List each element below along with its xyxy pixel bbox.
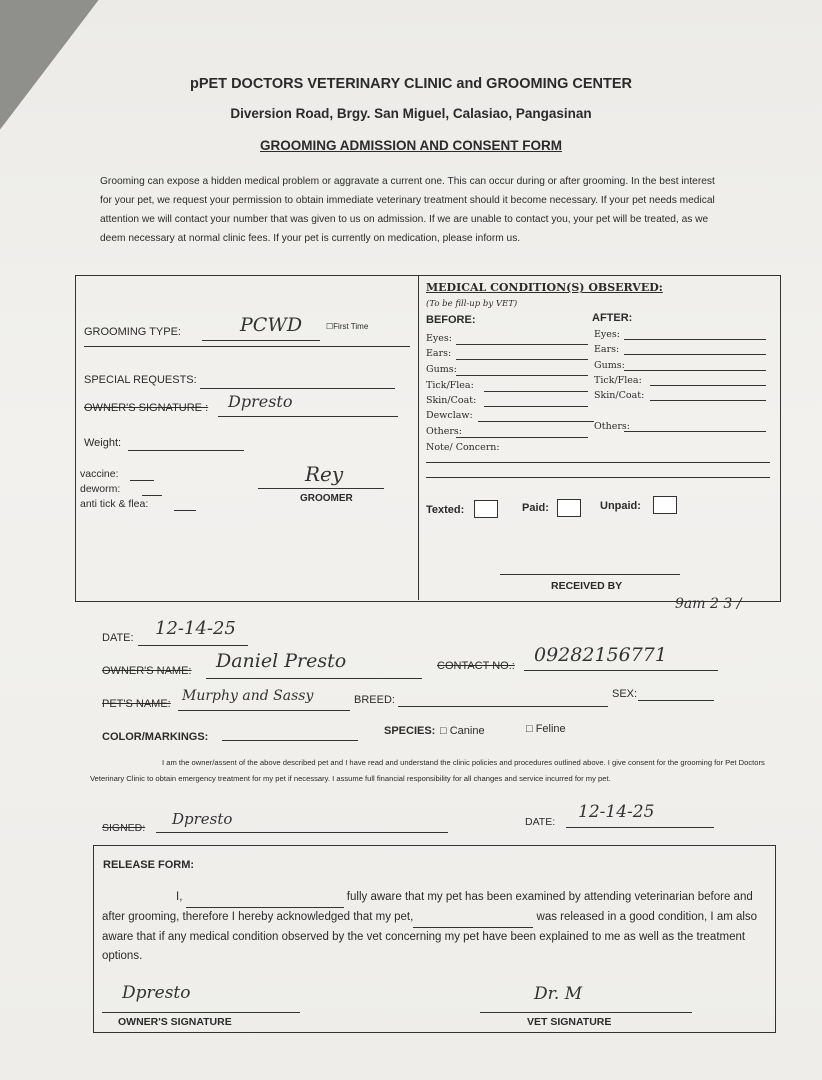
note-line-2 bbox=[426, 477, 770, 478]
after-field-label: Others: bbox=[594, 421, 630, 432]
before-field-line bbox=[456, 375, 588, 376]
groomer-label: GROOMER bbox=[300, 493, 353, 504]
owner-release-label: OWNER'S SIGNATURE bbox=[118, 1016, 232, 1028]
breed-line bbox=[398, 706, 608, 707]
vet-release-line bbox=[480, 1012, 692, 1013]
canine-option[interactable]: □ Canine bbox=[440, 725, 485, 737]
after-field-line bbox=[624, 339, 766, 340]
grooming-type-line bbox=[202, 340, 320, 341]
before-field-line bbox=[484, 391, 588, 392]
owner-release-signature: Dpresto bbox=[122, 983, 191, 1003]
contact-label: CONTACT NO.: bbox=[437, 660, 515, 672]
special-requests-label: SPECIAL REQUESTS: bbox=[84, 374, 197, 386]
deworm-label: deworm: bbox=[80, 483, 121, 495]
after-field-label: Tick/Flea: bbox=[594, 375, 642, 386]
consent-paragraph: I am the owner/assent of the above described pet and I have read and understand the clinic policies and procedures outlined above. I give consent for the grooming for Pet Doctors Veterinary Clinic to obtain emergency treatment for my pet if necessary. I assume full financial responsibility for all changes and service incurred for my pet. bbox=[90, 758, 765, 783]
time-note: 9am 2 3 / bbox=[675, 596, 742, 612]
section-divider bbox=[418, 276, 419, 600]
after-label: AFTER: bbox=[592, 312, 633, 324]
first-time-checkbox[interactable]: ☐First Time bbox=[326, 322, 369, 331]
before-field-label: Ears: bbox=[426, 348, 452, 359]
owner-name-value: Daniel Presto bbox=[216, 650, 347, 672]
breed-label: BREED: bbox=[354, 694, 395, 706]
weight-label: Weight: bbox=[84, 437, 122, 449]
medical-heading: MEDICAL CONDITION(S) OBSERVED: bbox=[426, 281, 663, 294]
signed-date-label: DATE: bbox=[525, 816, 556, 828]
anti-tick-line bbox=[174, 510, 196, 511]
grooming-type-line-2 bbox=[84, 346, 410, 347]
before-field-label: Eyes: bbox=[426, 333, 452, 344]
sex-label: SEX: bbox=[612, 688, 638, 700]
texted-checkbox[interactable] bbox=[474, 500, 498, 518]
pet-name-value: Murphy and Sassy bbox=[182, 688, 314, 704]
grooming-type-label: GROOMING TYPE: bbox=[84, 326, 181, 338]
owner-signature-label: OWNER'S SIGNATURE : bbox=[84, 402, 209, 414]
clinic-address: Diversion Road, Brgy. San Miguel, Calasiao, Pangasinan bbox=[230, 106, 592, 121]
after-field-line bbox=[650, 385, 766, 386]
signed-line bbox=[156, 832, 448, 833]
color-markings-label: COLOR/MARKINGS: bbox=[102, 731, 209, 743]
release-text-1: I, bbox=[176, 891, 186, 903]
release-text-3: was released in a good condition, I am also aware that if any medical condition observed by the vet concerning my pet have been explained to me as well as the treatment options. bbox=[102, 911, 758, 962]
deworm-line bbox=[142, 495, 162, 496]
paid-checkbox[interactable] bbox=[557, 499, 581, 517]
received-by-label: RECEIVED BY bbox=[551, 580, 623, 592]
paid-label: Paid: bbox=[522, 502, 549, 514]
release-paragraph bbox=[102, 888, 770, 966]
texted-label: Texted: bbox=[426, 504, 465, 516]
weight-line bbox=[128, 450, 244, 451]
owner-name-label: OWNER'S NAME: bbox=[102, 665, 192, 677]
after-field-line bbox=[650, 400, 766, 401]
owner-signature-line bbox=[218, 416, 398, 417]
after-field-line bbox=[624, 370, 766, 371]
after-field-line bbox=[624, 431, 766, 432]
pet-name-label: PET'S NAME: bbox=[102, 698, 171, 710]
feline-option[interactable]: □ Feline bbox=[526, 723, 566, 735]
species-label: SPECIES: bbox=[384, 725, 436, 737]
intro-paragraph: Grooming can expose a hidden medical problem or aggravate a current one. This can occur during or after grooming. In the best interest for your pet, we request your permission to obtain immediate veterinary treatment should it become necessary. If your pet needs medical attention we will contact your number that was given to us on admission. If we are unable to contact you, your pet will be treated, as we deem necessary at normal clinic fees. If your pet is currently on medication, please inform us. bbox=[100, 176, 715, 244]
received-by-line bbox=[500, 574, 680, 575]
release-name-blank bbox=[186, 888, 344, 908]
before-field-line bbox=[456, 359, 588, 360]
owner-release-line bbox=[102, 1012, 300, 1013]
contact-value: 09282156771 bbox=[534, 644, 667, 666]
vet-release-label: VET SIGNATURE bbox=[527, 1016, 612, 1028]
owner-signature-value: Dpresto bbox=[228, 392, 293, 411]
anti-tick-label: anti tick & flea: bbox=[80, 498, 149, 510]
groomer-line bbox=[258, 488, 384, 489]
vet-release-signature: Dr. M bbox=[534, 984, 583, 1004]
signed-date-line bbox=[566, 827, 714, 828]
form-title: GROOMING ADMISSION AND CONSENT FORM bbox=[260, 138, 562, 153]
release-pet-blank bbox=[413, 908, 533, 928]
special-requests-line bbox=[200, 388, 395, 389]
sex-line bbox=[638, 700, 714, 701]
groomer-signature-value: Rey bbox=[305, 462, 344, 486]
pet-name-line bbox=[178, 710, 350, 711]
release-form-heading: RELEASE FORM: bbox=[103, 859, 195, 871]
owner-name-line bbox=[206, 678, 422, 679]
clinic-name: pPET DOCTORS VETERINARY CLINIC and GROOMING CENTER bbox=[189, 76, 632, 92]
after-field-label: Gums: bbox=[594, 360, 625, 371]
after-field-label: Eyes: bbox=[594, 329, 620, 340]
date-label: DATE: bbox=[102, 632, 134, 644]
before-field-label: Tick/Flea: bbox=[426, 380, 474, 391]
contact-line bbox=[524, 670, 718, 671]
before-field-line bbox=[478, 421, 594, 422]
color-markings-line bbox=[222, 740, 358, 741]
medical-note: (To be fill-up by VET) bbox=[426, 299, 518, 309]
before-field-label: Dewclaw: bbox=[426, 410, 473, 421]
after-field-label: Ears: bbox=[594, 344, 620, 355]
grooming-type-value: PCWD bbox=[240, 314, 303, 336]
before-field-line bbox=[456, 344, 588, 345]
note-concern-label: Note/ Concern: bbox=[426, 442, 500, 453]
before-field-line bbox=[484, 406, 588, 407]
signed-label: SIGNED: bbox=[102, 822, 146, 834]
after-field-label: Skin/Coat: bbox=[594, 390, 645, 401]
before-label: BEFORE: bbox=[426, 314, 476, 326]
date-value: 12-14-25 bbox=[155, 618, 236, 639]
vaccine-line bbox=[130, 480, 154, 481]
signed-value: Dpresto bbox=[172, 810, 233, 828]
after-field-line bbox=[624, 354, 766, 355]
before-field-line bbox=[456, 437, 588, 438]
date-line bbox=[138, 645, 248, 646]
note-line-1 bbox=[426, 462, 770, 463]
before-field-label: Others: bbox=[426, 426, 462, 437]
unpaid-label: Unpaid: bbox=[600, 500, 641, 512]
before-field-label: Skin/Coat: bbox=[426, 395, 477, 406]
signed-date-value: 12-14-25 bbox=[578, 802, 655, 822]
before-field-label: Gums: bbox=[426, 364, 457, 375]
vaccine-label: vaccine: bbox=[80, 468, 119, 480]
unpaid-checkbox[interactable] bbox=[653, 496, 677, 514]
release-text-2: fully aware that my pet has been examined by attending veterinarian before and after grooming, therefore I hereby acknowledged that my pet, bbox=[102, 891, 753, 923]
